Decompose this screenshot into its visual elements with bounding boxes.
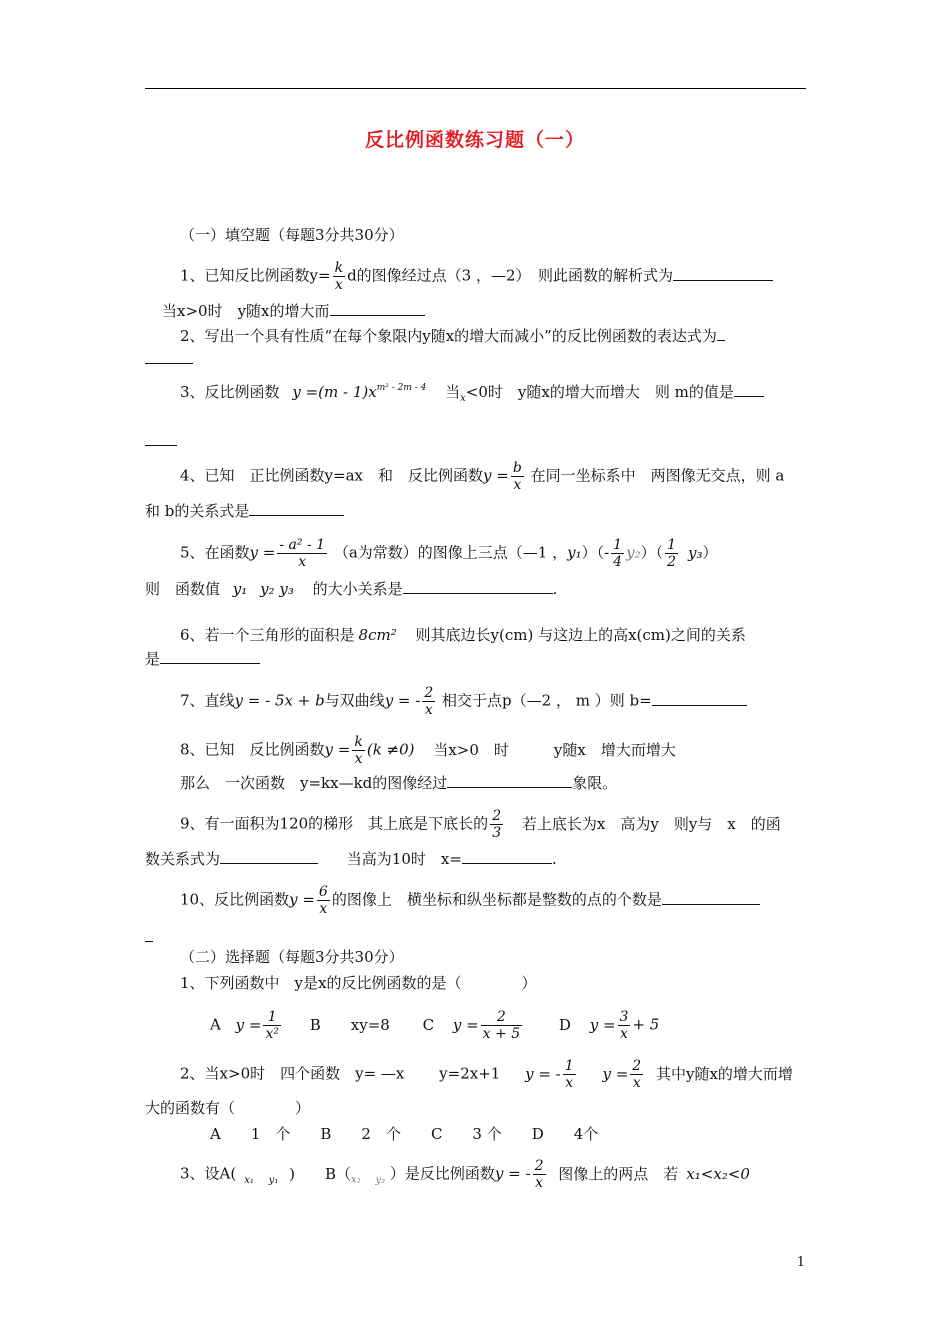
question-4-line2: 和 b的关系式是 [145, 500, 344, 522]
question-9-line2: 数关系式为 当高为10时 x= . [145, 850, 557, 868]
question-3-blank [145, 430, 177, 452]
question-4: 4、已知 正比例函数y=ax 和 反比例函数y = $\frac{b}{x}$ 在同一坐标系中 两图像无交点，则 a [180, 460, 785, 493]
question-7: 7、直线y = - 5x + b与双曲线y = - $\frac{2}{x}$ 相交于点p（—2 ， m ）则 b= [180, 685, 747, 718]
question-5-line2: 则 函数值 y₁ y₂ y₃ 的大小关系是 . [145, 580, 558, 598]
choice-question-2: 2、当x>0时 四个函数 y= —x y=2x+1 y = - $\frac{1}{x}$ y = $\frac{2}{x}$ 其中y随x的增大而增 [180, 1058, 793, 1091]
question-3: 3、反比例函数 $y =(m - 1)x^{m^2 - 2m - 4}$ 当$_x$<0时 y随x的增大而增大 则 m的值是 [180, 377, 764, 410]
section-multiple-choice: （二）选择题（每题3分共30分） [180, 948, 404, 966]
question-5: 5、在函数y = $\frac{\text{- a² - 1}}{x}$ （a为常数）的图像上三点（—1 ，y₁）（- $\frac{1}{4}$ y₂）（ $\frac{1}{2}$ y₃） [180, 537, 718, 570]
question-1: 1、已知反比例函数y= $\frac{k}{x}$ d的图像经过点（3 ，—2） 则此函数的解析式为 [180, 260, 773, 293]
section-fill-in: （一）填空题（每题3分共30分） [180, 226, 404, 244]
question-9: 9、有一面积为120的梯形 其上底是下底长的 $\frac{2}{3}$ 若上底长为x 高为y 则y与 x 的函 [180, 808, 781, 841]
choice-question-2-line2: 大的函数有（ ） [145, 1099, 311, 1117]
question-6: 6、若一个三角形的面积是 8cm² 则其底边长y(cm) 与这边上的高x(cm)之间的关系 [180, 626, 746, 644]
page-title: 反比例函数练习题（一） [364, 129, 585, 151]
question-8-line2: 那么 一次函数 y=kx—kd的图像经过 象限。 [180, 774, 618, 792]
choice-question-2-options: A 1 个 B 2 个 C 3 个 D 4个 [210, 1125, 599, 1143]
choice-question-1: 1、下列函数中 y是x的反比例函数的是（ ） [180, 974, 537, 992]
header-rule [145, 88, 806, 89]
question-1-line2: 当x>0时 y随x的增大而 [162, 300, 425, 322]
question-10: 10、反比例函数y = $\frac{6}{x}$ 的图像上 横坐标和纵坐标都是整数的点的个数是 [180, 884, 760, 917]
question-8: 8、已知 反比例函数y = $\frac{k}{x}$ (k ≠0) 当x>0 时 y随x 增大而增大 [180, 734, 676, 767]
page-number: 1 [796, 1255, 805, 1270]
choice-question-1-options: A y = $\frac{1}{\text{x²}}$ B xy=8 C y = $\frac{2}{x + 5}$ D y = $\frac{3}{x}$ + 5 [210, 1009, 660, 1042]
question-10-blank [145, 926, 153, 948]
question-2: 2、写出一个具有性质“在每个象限内y随x的增大而减小”的反比例函数的表达式为 [180, 325, 725, 347]
choice-question-3: 3、设A( $_{x_1}$ $_{y_1}$ ) $B(_{x_2}$ $_{y_2}$ ）是反比例函数y = - $\frac{2}{x}$ 图像上的两点 若 x₁<x₂<0 [180, 1158, 750, 1191]
question-6-line2: 是 [145, 648, 260, 670]
question-2-blank [145, 348, 193, 370]
